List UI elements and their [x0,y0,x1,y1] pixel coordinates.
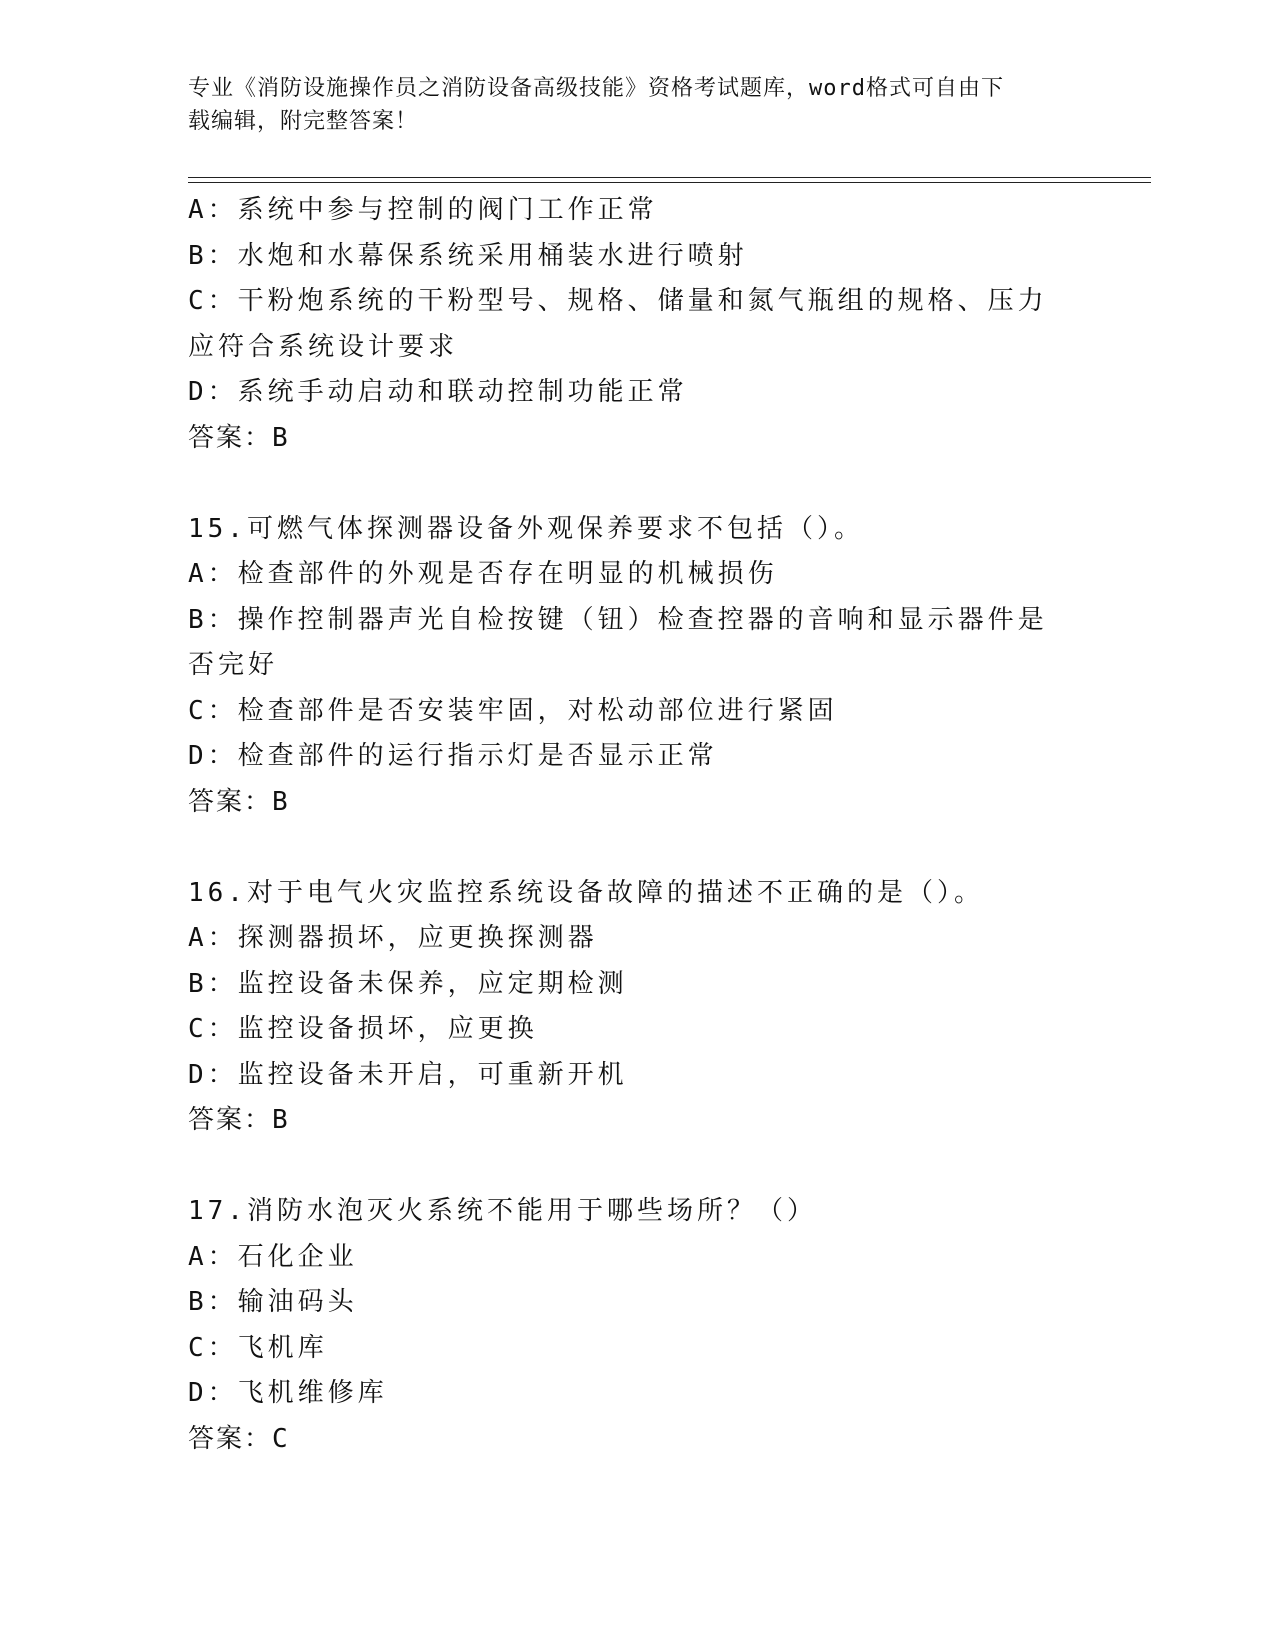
header-divider-bottom [188,182,1151,183]
option-c: C：检查部件是否安装牢固，对松动部位进行紧固 [188,695,838,726]
option-b: B：操作控制器声光自检按键（钮）检查控器的音响和显示器件是否完好 [188,604,1048,680]
option-c: C：监控设备损坏，应更换 [188,1014,538,1044]
question-17 [188,1189,1088,1462]
answer: 答案：B [188,1105,290,1135]
option-d: D：检查部件的运行指示灯是否显示正常 [188,741,718,771]
document-header [188,72,1068,138]
option-b: B：监控设备未保养，应定期检测 [188,968,628,999]
option-c: C：飞机库 [188,1332,328,1363]
option-a: A：检查部件的外观是否存在明显的机械损伤 [188,559,778,589]
header-divider-top [188,177,1151,178]
option-b: B：水炮和水幕保系统采用桶装水进行喷射 [188,240,748,271]
option-d: D：飞机维修库 [188,1378,388,1408]
answer: 答案：C [188,1423,290,1454]
option-a: A：石化企业 [188,1241,358,1272]
question-15 [188,507,1088,826]
question-list [188,188,1088,1462]
option-c: C：干粉炮系统的干粉型号、规格、储量和氮气瓶组的规格、压力应符合系统设计要求 [188,286,1048,362]
header-line-2: 载编辑，附完整答案！ [188,109,419,134]
question-16 [188,871,1088,1144]
answer: 答案：B [188,422,290,453]
option-a: A：探测器损坏，应更换探测器 [188,923,598,953]
question-text: 17.消防水泡灭火系统不能用于哪些场所？（） [188,1196,817,1226]
question-text: 15.可燃气体探测器设备外观保养要求不包括（）。 [188,513,864,544]
spacer [188,461,1088,507]
question-14 [188,188,1088,461]
answer: 答案：B [188,786,290,817]
option-a: A：系统中参与控制的阀门工作正常 [188,195,658,225]
header-line-1: 专业《消防设施操作员之消防设备高级技能》资格考试题库，word格式可自由下 [188,76,1004,101]
question-text: 16.对于电气火灾监控系统设备故障的描述不正确的是（）。 [188,877,984,908]
option-d: D：监控设备未开启，可重新开机 [188,1059,628,1090]
spacer [188,825,1088,871]
option-b: B：输油码头 [188,1287,358,1317]
option-d: D：系统手动启动和联动控制功能正常 [188,377,688,407]
spacer [188,1144,1088,1190]
